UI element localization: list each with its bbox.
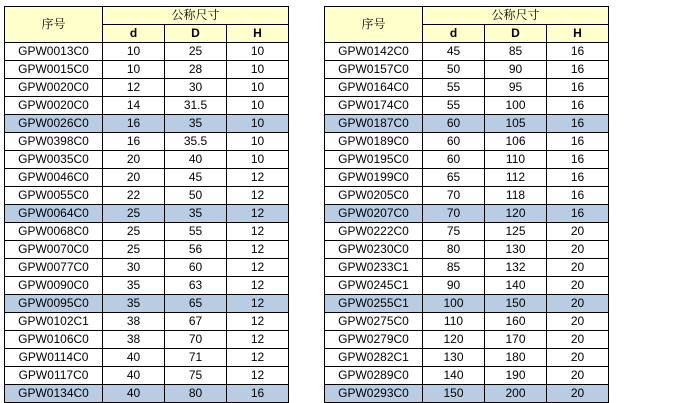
cell-d: 100: [423, 295, 485, 313]
cell-H: 16: [547, 97, 609, 115]
cell-code: GPW0142C0: [325, 43, 423, 61]
cell-code: GPW0026C0: [5, 115, 103, 133]
cell-d: 20: [103, 151, 165, 169]
table-row: [325, 133, 609, 151]
cell-D: 35: [165, 205, 227, 223]
header-H: H: [547, 25, 609, 43]
cell-d: 70: [423, 205, 485, 223]
table-row: [5, 115, 289, 133]
cell-d: 130: [423, 349, 485, 367]
table-row: [325, 241, 609, 259]
cell-H: 12: [227, 223, 289, 241]
header-row-group: [325, 7, 609, 25]
cell-code: GPW0199C0: [325, 169, 423, 187]
cell-code: GPW0245C1: [325, 277, 423, 295]
header-nominal-size: 公称尺寸: [103, 7, 289, 25]
cell-d: 50: [423, 61, 485, 79]
header-d: d: [103, 25, 165, 43]
cell-D: 71: [165, 349, 227, 367]
cell-H: 12: [227, 331, 289, 349]
cell-H: 10: [227, 133, 289, 151]
cell-code: GPW0015C0: [5, 61, 103, 79]
cell-code: GPW0205C0: [325, 187, 423, 205]
table-row: [5, 151, 289, 169]
cell-code: GPW0106C0: [5, 331, 103, 349]
table-row: [325, 187, 609, 205]
cell-D: 28: [165, 61, 227, 79]
cell-d: 55: [423, 79, 485, 97]
cell-d: 55: [423, 97, 485, 115]
table-row: [325, 43, 609, 61]
cell-H: 12: [227, 277, 289, 295]
cell-H: 20: [547, 223, 609, 241]
cell-d: 35: [103, 277, 165, 295]
cell-D: 85: [485, 43, 547, 61]
cell-code: GPW0255C1: [325, 295, 423, 313]
cell-d: 45: [423, 43, 485, 61]
cell-code: GPW0174C0: [325, 97, 423, 115]
cell-D: 120: [485, 205, 547, 223]
table-row: [5, 187, 289, 205]
table-row: [325, 61, 609, 79]
cell-code: GPW0090C0: [5, 277, 103, 295]
table-row: [325, 79, 609, 97]
table-body-right: [325, 43, 609, 403]
cell-d: 16: [103, 115, 165, 133]
cell-code: GPW0114C0: [5, 349, 103, 367]
header-D: D: [485, 25, 547, 43]
cell-code: GPW0195C0: [325, 151, 423, 169]
table-row: [5, 313, 289, 331]
cell-D: 160: [485, 313, 547, 331]
cell-H: 12: [227, 295, 289, 313]
cell-H: 20: [547, 241, 609, 259]
table-row: [5, 331, 289, 349]
cell-code: GPW0289C0: [325, 367, 423, 385]
cell-d: 22: [103, 187, 165, 205]
cell-code: GPW0046C0: [5, 169, 103, 187]
cell-d: 65: [423, 169, 485, 187]
table-row: [5, 259, 289, 277]
cell-code: GPW0117C0: [5, 367, 103, 385]
cell-D: 35.5: [165, 133, 227, 151]
table-row: [325, 367, 609, 385]
table-row: [5, 367, 289, 385]
cell-d: 30: [103, 259, 165, 277]
table-header-right: [325, 7, 609, 43]
cell-code: GPW0157C0: [325, 61, 423, 79]
cell-code: GPW0293C0: [325, 385, 423, 403]
cell-D: 100: [485, 97, 547, 115]
cell-D: 75: [165, 367, 227, 385]
cell-H: 16: [547, 61, 609, 79]
table-row: [325, 259, 609, 277]
cell-D: 105: [485, 115, 547, 133]
table-row: [5, 169, 289, 187]
table-row: [5, 97, 289, 115]
cell-D: 200: [485, 385, 547, 403]
cell-code: GPW0275C0: [325, 313, 423, 331]
cell-D: 56: [165, 241, 227, 259]
cell-d: 40: [103, 385, 165, 403]
cell-D: 130: [485, 241, 547, 259]
header-D: D: [165, 25, 227, 43]
cell-H: 20: [547, 349, 609, 367]
cell-d: 80: [423, 241, 485, 259]
cell-H: 12: [227, 367, 289, 385]
cell-d: 25: [103, 223, 165, 241]
cell-d: 120: [423, 331, 485, 349]
table-body-left: [5, 43, 289, 403]
cell-H: 16: [547, 79, 609, 97]
table-row: [5, 205, 289, 223]
header-d: d: [423, 25, 485, 43]
cell-D: 35: [165, 115, 227, 133]
cell-D: 110: [485, 151, 547, 169]
cell-H: 20: [547, 385, 609, 403]
cell-code: GPW0077C0: [5, 259, 103, 277]
header-nominal-size: 公称尺寸: [423, 7, 609, 25]
table-row: [325, 277, 609, 295]
cell-d: 90: [423, 277, 485, 295]
cell-H: 16: [547, 43, 609, 61]
cell-D: 45: [165, 169, 227, 187]
cell-H: 10: [227, 115, 289, 133]
table-row: [5, 241, 289, 259]
cell-H: 10: [227, 151, 289, 169]
cell-H: 20: [547, 331, 609, 349]
header-H: H: [227, 25, 289, 43]
cell-code: GPW0164C0: [325, 79, 423, 97]
cell-D: 150: [485, 295, 547, 313]
cell-H: 16: [547, 151, 609, 169]
cell-H: 10: [227, 61, 289, 79]
table-row: [325, 151, 609, 169]
table-header-left: [5, 7, 289, 43]
cell-H: 16: [547, 169, 609, 187]
cell-code: GPW0222C0: [325, 223, 423, 241]
cell-d: 35: [103, 295, 165, 313]
spec-table-left: [4, 6, 289, 403]
table-row: [5, 79, 289, 97]
cell-d: 16: [103, 133, 165, 151]
cell-H: 16: [547, 205, 609, 223]
table-row: [325, 331, 609, 349]
spec-table-right: [324, 6, 609, 403]
cell-D: 25: [165, 43, 227, 61]
cell-D: 125: [485, 223, 547, 241]
cell-D: 90: [485, 61, 547, 79]
cell-d: 38: [103, 313, 165, 331]
cell-D: 65: [165, 295, 227, 313]
cell-H: 12: [227, 241, 289, 259]
cell-H: 16: [547, 187, 609, 205]
cell-d: 40: [103, 349, 165, 367]
table-row: [5, 223, 289, 241]
table-row: [5, 295, 289, 313]
cell-d: 140: [423, 367, 485, 385]
cell-H: 12: [227, 259, 289, 277]
cell-d: 60: [423, 151, 485, 169]
cell-H: 10: [227, 79, 289, 97]
cell-d: 70: [423, 187, 485, 205]
cell-d: 60: [423, 133, 485, 151]
cell-d: 10: [103, 43, 165, 61]
cell-code: GPW0134C0: [5, 385, 103, 403]
cell-H: 12: [227, 187, 289, 205]
cell-H: 12: [227, 349, 289, 367]
cell-D: 95: [485, 79, 547, 97]
cell-D: 170: [485, 331, 547, 349]
cell-D: 60: [165, 259, 227, 277]
cell-code: GPW0282C1: [325, 349, 423, 367]
cell-H: 12: [227, 313, 289, 331]
cell-D: 63: [165, 277, 227, 295]
table-row: [325, 169, 609, 187]
cell-code: GPW0020C0: [5, 97, 103, 115]
cell-code: GPW0064C0: [5, 205, 103, 223]
cell-D: 30: [165, 79, 227, 97]
cell-D: 112: [485, 169, 547, 187]
header-row-group: [5, 7, 289, 25]
table-row: [325, 349, 609, 367]
cell-H: 16: [547, 115, 609, 133]
table-row: [325, 313, 609, 331]
cell-d: 25: [103, 205, 165, 223]
cell-H: 12: [227, 205, 289, 223]
cell-D: 31.5: [165, 97, 227, 115]
table-row: [325, 97, 609, 115]
cell-H: 20: [547, 259, 609, 277]
cell-D: 180: [485, 349, 547, 367]
cell-H: 20: [547, 367, 609, 385]
cell-code: GPW0055C0: [5, 187, 103, 205]
table-row: [325, 115, 609, 133]
cell-d: 14: [103, 97, 165, 115]
cell-code: GPW0095C0: [5, 295, 103, 313]
cell-H: 10: [227, 43, 289, 61]
table-row: [5, 133, 289, 151]
header-code: 序号: [325, 7, 423, 43]
cell-d: 60: [423, 115, 485, 133]
cell-code: GPW0102C1: [5, 313, 103, 331]
cell-D: 70: [165, 331, 227, 349]
cell-code: GPW0279C0: [325, 331, 423, 349]
cell-H: 12: [227, 169, 289, 187]
cell-d: 40: [103, 367, 165, 385]
cell-D: 140: [485, 277, 547, 295]
cell-code: GPW0070C0: [5, 241, 103, 259]
table-row: [325, 295, 609, 313]
cell-H: 20: [547, 277, 609, 295]
table-row: [5, 277, 289, 295]
table-row: [325, 205, 609, 223]
cell-D: 55: [165, 223, 227, 241]
cell-D: 80: [165, 385, 227, 403]
cell-H: 20: [547, 313, 609, 331]
cell-d: 38: [103, 331, 165, 349]
cell-code: GPW0207C0: [325, 205, 423, 223]
cell-d: 85: [423, 259, 485, 277]
cell-code: GPW0187C0: [325, 115, 423, 133]
cell-d: 25: [103, 241, 165, 259]
cell-code: GPW0398C0: [5, 133, 103, 151]
cell-code: GPW0035C0: [5, 151, 103, 169]
table-row: [5, 61, 289, 79]
header-code: 序号: [5, 7, 103, 43]
cell-H: 20: [547, 295, 609, 313]
cell-code: GPW0230C0: [325, 241, 423, 259]
cell-H: 16: [227, 385, 289, 403]
cell-H: 10: [227, 97, 289, 115]
cell-d: 20: [103, 169, 165, 187]
cell-code: GPW0013C0: [5, 43, 103, 61]
cell-D: 118: [485, 187, 547, 205]
cell-code: GPW0233C1: [325, 259, 423, 277]
cell-d: 75: [423, 223, 485, 241]
cell-d: 10: [103, 61, 165, 79]
cell-H: 16: [547, 133, 609, 151]
cell-D: 50: [165, 187, 227, 205]
table-row: [5, 43, 289, 61]
cell-D: 190: [485, 367, 547, 385]
cell-D: 40: [165, 151, 227, 169]
cell-code: GPW0020C0: [5, 79, 103, 97]
cell-d: 12: [103, 79, 165, 97]
cell-code: GPW0189C0: [325, 133, 423, 151]
cell-d: 110: [423, 313, 485, 331]
cell-D: 132: [485, 259, 547, 277]
cell-D: 67: [165, 313, 227, 331]
table-row: [5, 349, 289, 367]
cell-code: GPW0068C0: [5, 223, 103, 241]
cell-D: 106: [485, 133, 547, 151]
cell-d: 150: [423, 385, 485, 403]
table-row: [325, 223, 609, 241]
